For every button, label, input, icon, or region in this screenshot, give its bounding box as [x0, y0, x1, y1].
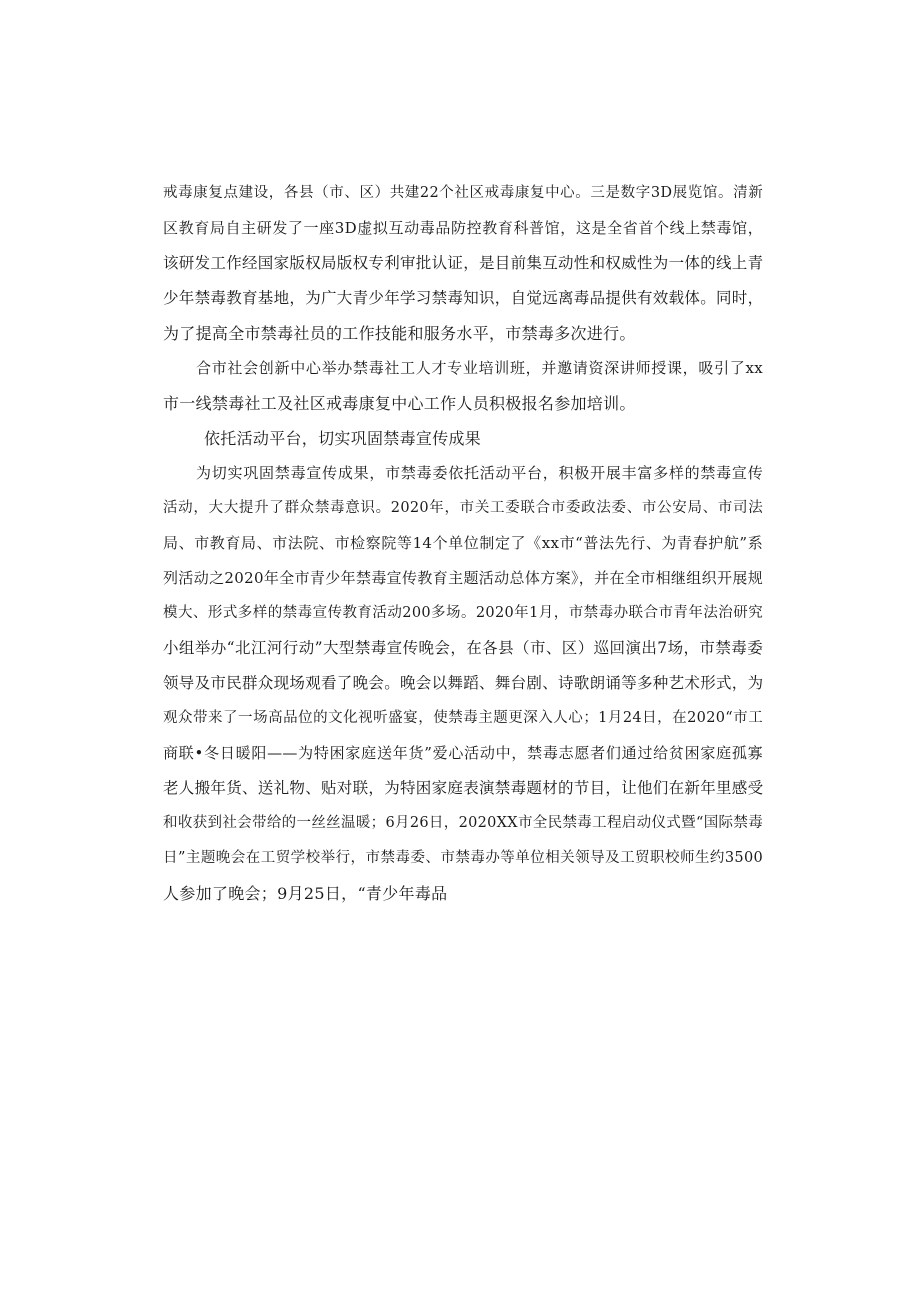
- text-line: 该研发工作经国家版权局版权专利审批认证，是目前集互动性和权威性为一体的线上青: [163, 254, 763, 272]
- text-line: 列活动之2020年全市青少年禁毒宣传教育主题活动总体方案》，并在全市相继组织开展规: [163, 569, 763, 587]
- text-line: 观众带来了一场高品位的文化视听盛宴，使禁毒主题更深入人心；1月24日，在2020“市工: [163, 710, 763, 726]
- text-line: 人参加了晚会；9月25日，“青少年毒品: [163, 884, 448, 903]
- text-line: 戒毒康复点建设，各县（市、区）共建22个社区戒毒康复中心。三是数字3D展览馆。清新: [163, 185, 763, 201]
- paragraph-continuation: [163, 176, 763, 351]
- text-line: 局、市教育局、市法院、市检察院等14个单位制定了《xx市“普法先行、为青春护航”系: [163, 534, 763, 552]
- text-line: 模大、形式多样的禁毒宣传教育活动200多场。2020年1月，市禁毒办联合市青年法治研究: [163, 605, 763, 621]
- text-line: 日”主题晚会在工贸学校举行，市禁毒委、市禁毒办等单位相关领导及工贸职校师生约3500: [163, 850, 763, 866]
- text-line: 商联•冬日暖阳——为特困家庭送年货”爱心活动中，禁毒志愿者们通过给贫困家庭孤寡: [163, 744, 763, 762]
- text-line: 为了提高全市禁毒社员的工作技能和服务水平，市禁毒多次进行。: [163, 324, 636, 343]
- text-line: 领导及市民群众现场观看了晚会。晚会以舞蹈、舞台剧、诗歌朗诵等多种艺术形式，为: [163, 674, 763, 692]
- text-line: 少年禁毒教育基地，为广大青少年学习禁毒知识，自觉远离毒品提供有效载体。同时，: [163, 289, 763, 307]
- text-line: 为切实巩固禁毒宣传成果，市禁毒委依托活动平台，积极开展丰富多样的禁毒宣传: [196, 464, 763, 482]
- text-line: 活动，大大提升了群众禁毒意识。2020年，市关工委联合市委政法委、市公安局、市司法: [163, 500, 763, 516]
- text-line: 市一线禁毒社工及社区戒毒康复中心工作人员积极报名参加培训。: [163, 394, 636, 413]
- section-heading: 依托活动平台，切实巩固禁毒宣传成果: [204, 429, 482, 448]
- text-line: 区教育局自主研发了一座3D虚拟互动毒品防控教育科普馆，这是全省首个线上禁毒馆，: [163, 219, 763, 237]
- document-body: [163, 176, 763, 911]
- paragraph-activities: [163, 456, 763, 911]
- text-line: 合市社会创新中心举办禁毒社工人才专业培训班，并邀请资深讲师授课，吸引了xx: [196, 359, 763, 377]
- paragraph-training: [163, 351, 763, 421]
- text-line: 和收获到社会带给的一丝丝温暖；6月26日，2020XX市全民禁毒工程启动仪式暨“国际禁毒: [163, 815, 763, 831]
- text-line: 老人搬年货、送礼物、贴对联，为特困家庭表演禁毒题材的节目，让他们在新年里感受: [163, 779, 763, 797]
- text-line: 小组举办“北江河行动”大型禁毒宣传晚会，在各县（市、区）巡回演出7场，市禁毒委: [163, 639, 763, 657]
